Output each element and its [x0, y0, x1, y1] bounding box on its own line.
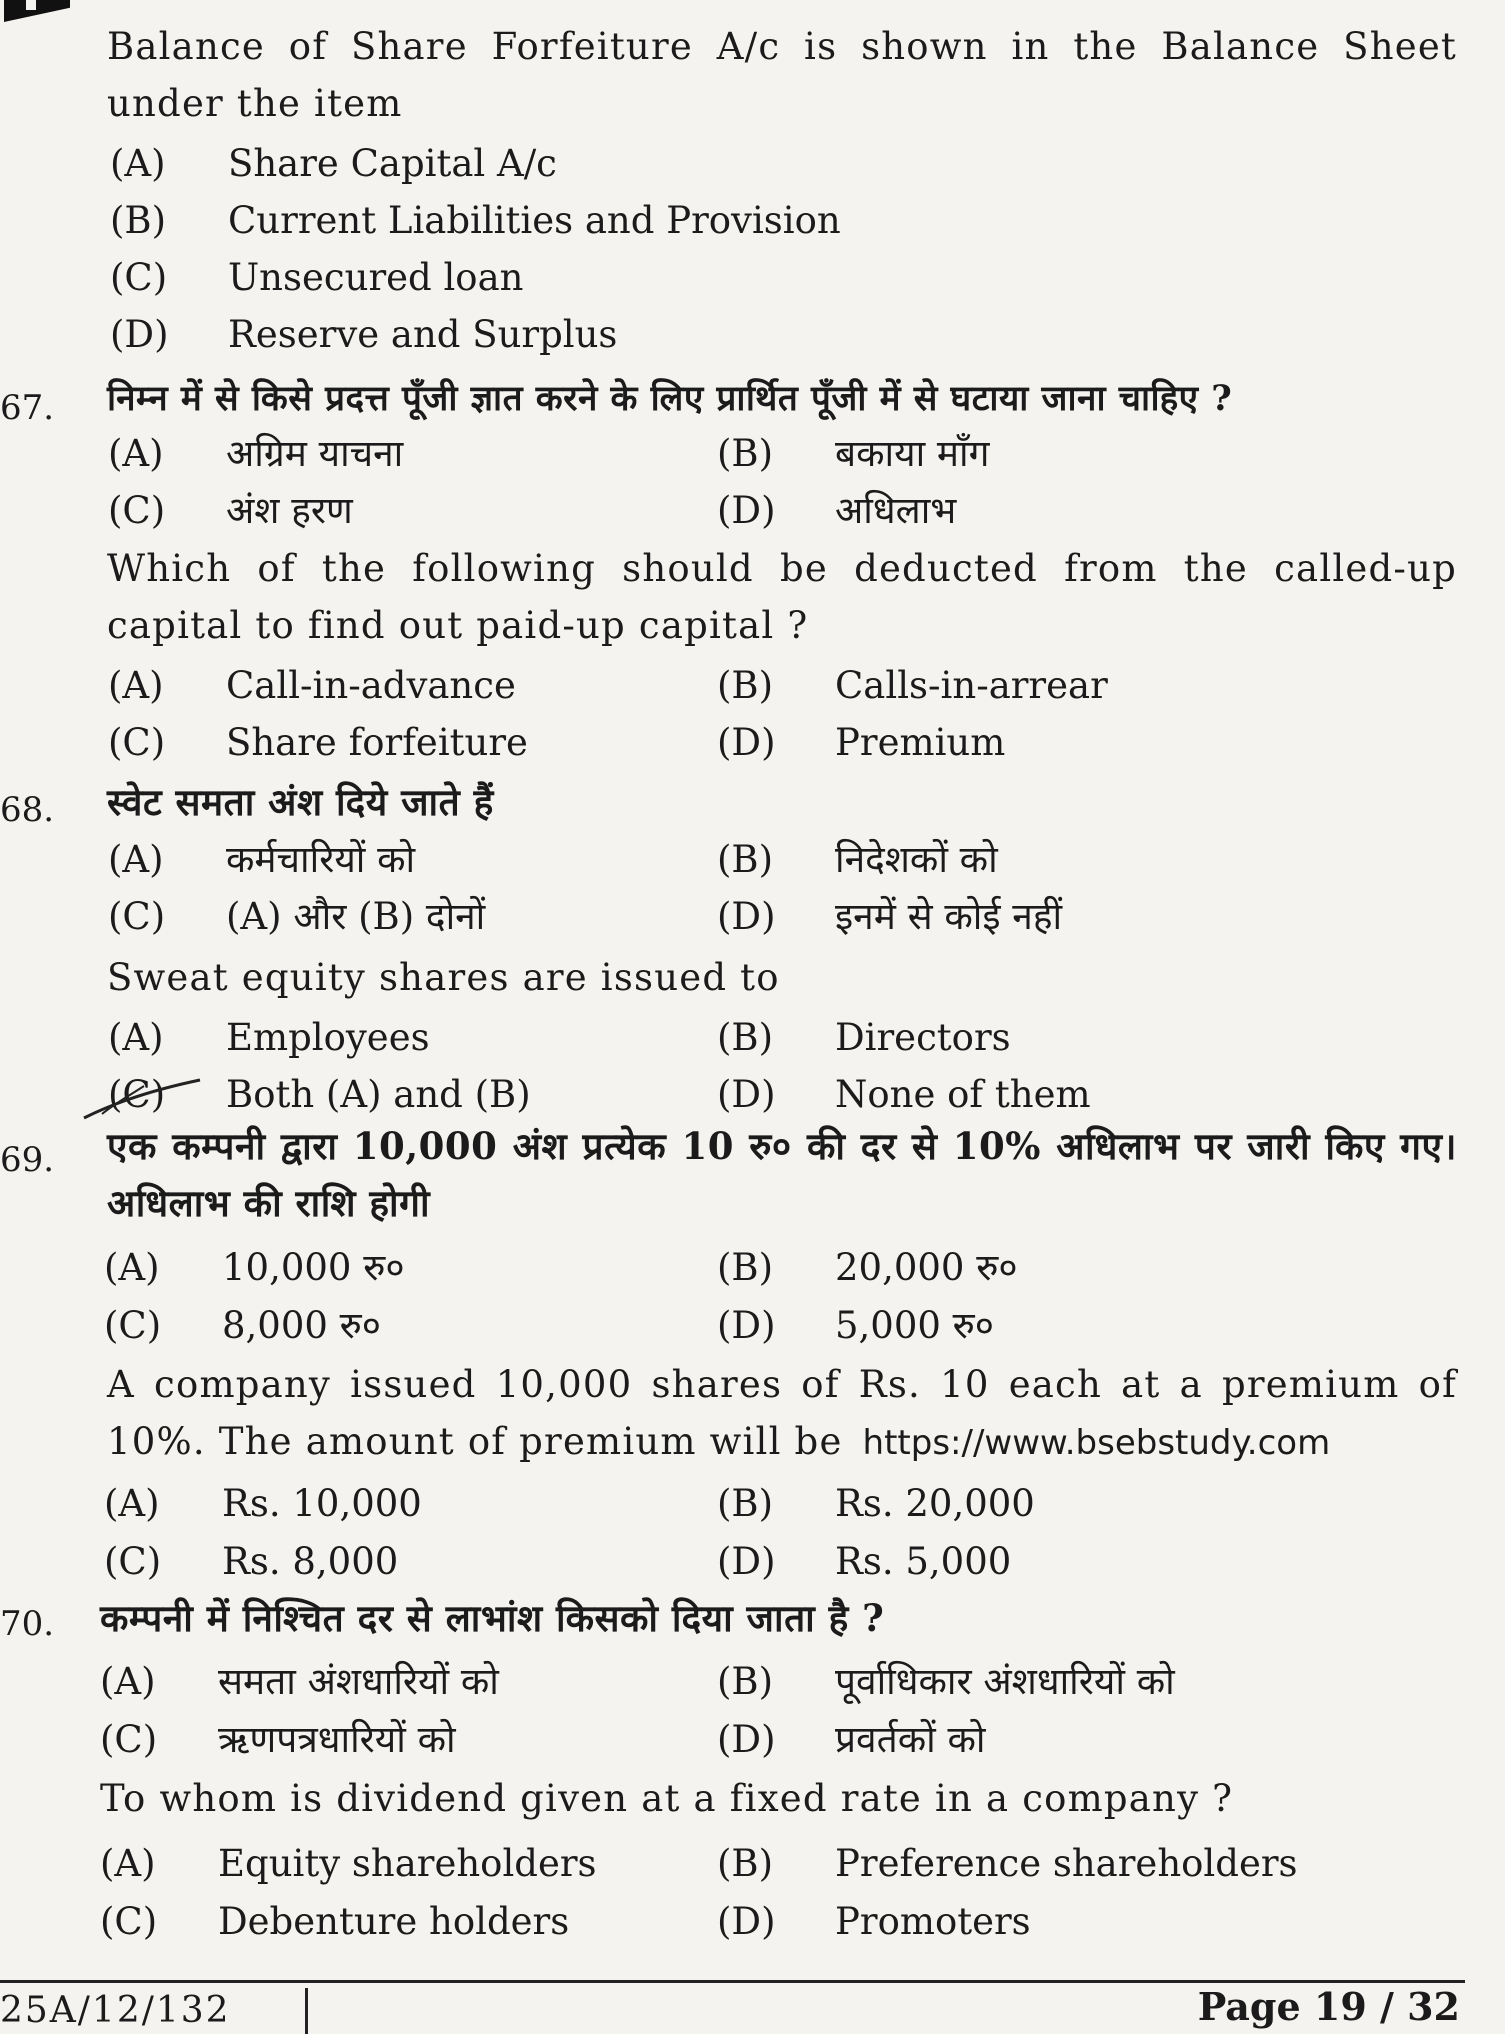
q67-number: 67.: [0, 388, 55, 428]
q68-en-option-b: (B) Directors: [717, 1016, 1011, 1059]
q67-hi-option-a: (A) अग्रिम याचना: [108, 432, 404, 475]
q69-number: 69.: [0, 1140, 55, 1180]
q70-en-option-d: (D) Promoters: [717, 1900, 1031, 1943]
q69-hi-option-c: (C) 8,000 रु०: [104, 1304, 382, 1347]
pen-strike-mark: [82, 1074, 202, 1124]
q70-hi-option-d: (D) प्रवर्तकों को: [717, 1718, 986, 1761]
q70-en-option-b: (B) Preference shareholders: [717, 1842, 1298, 1885]
q70-en-option-a: (A) Equity shareholders: [100, 1842, 597, 1885]
q68-text-en: Sweat equity shares are issued to: [107, 956, 780, 999]
q67-en-option-d: (D) Premium: [717, 721, 1006, 764]
q67-text-en: Which of the following should be deducted from the called-up capital to find out paid-up capital ?: [107, 547, 1457, 647]
q67-en-option-c: (C) Share forfeiture: [108, 721, 528, 764]
q70-text-en: To whom is dividend given at a fixed rate in a company ?: [100, 1777, 1234, 1820]
q69-en-option-b: (B) Rs. 20,000: [717, 1482, 1035, 1525]
q68-text-hi: स्वेट समता अंश दिये जाते हैं: [107, 780, 494, 824]
q70-text-hi: कम्पनी में निश्चित दर से लाभांश किसको दिया जाता है ?: [100, 1596, 885, 1640]
q68-number: 68.: [0, 790, 55, 830]
q67-en-option-b: (B) Calls-in-arrear: [717, 664, 1108, 707]
q70-number: 70.: [0, 1604, 55, 1644]
q67-en-option-a: (A) Call-in-advance: [108, 664, 516, 707]
q69-en-option-c: (C) Rs. 8,000: [104, 1540, 399, 1583]
q66-option-c: (C) Unsecured loan: [110, 256, 524, 299]
q66-option-b: (B) Current Liabilities and Provision: [110, 199, 841, 242]
q68-hi-option-b: (B) निदेशकों को: [717, 838, 998, 881]
q68-hi-option-c: (C) (A) और (B) दोनों: [108, 895, 486, 938]
q67-hi-option-b: (B) बकाया माँग: [717, 432, 990, 475]
q68-hi-option-a: (A) कर्मचारियों को: [108, 838, 416, 881]
corner-mark: [4, 0, 70, 22]
q70-hi-option-c: (C) ऋणपत्रधारियों को: [100, 1718, 456, 1761]
q69-text-en: A company issued 10,000 shares of Rs. 10 each at a premium of 10%. The amount of premium will be https://www.bsebstudy.com: [107, 1363, 1457, 1463]
watermark-url: https://www.bsebstudy.com: [862, 1423, 1331, 1463]
q70-en-option-c: (C) Debenture holders: [100, 1900, 570, 1943]
footer-rule: [0, 1980, 1465, 1983]
q68-hi-option-d: (D) इनमें से कोई नहीं: [717, 895, 1063, 938]
q69-hi-option-b: (B) 20,000 रु०: [717, 1246, 1018, 1289]
q67-hi-option-c: (C) अंश हरण: [108, 489, 353, 532]
q66-text-en: Balance of Share Forfeiture A/c is shown in the Balance Sheet under the item: [107, 25, 1457, 125]
q70-hi-option-b: (B) पूर्वाधिकार अंशधारियों को: [717, 1660, 1175, 1703]
q68-en-option-c: (C) Both (A) and (B): [108, 1073, 531, 1116]
q68-en-option-a: (A) Employees: [108, 1016, 430, 1059]
q69-hi-option-a: (A) 10,000 रु०: [104, 1246, 405, 1289]
paper-code: 25A/12/132: [0, 1990, 231, 2031]
page-number: Page 19 / 32: [1197, 1984, 1460, 2029]
q66-option-a: (A) Share Capital A/c: [110, 142, 557, 185]
q70-hi-option-a: (A) समता अंशधारियों को: [100, 1660, 499, 1703]
q68-en-option-d: (D) None of them: [717, 1073, 1091, 1116]
footer-divider: [305, 1988, 308, 2034]
q69-en-option-d: (D) Rs. 5,000: [717, 1540, 1012, 1583]
q67-hi-option-d: (D) अधिलाभ: [717, 489, 957, 532]
q69-hi-option-d: (D) 5,000 रु०: [717, 1304, 995, 1347]
q69-text-hi: एक कम्पनी द्वारा 10,000 अंश प्रत्येक 10 रु० की दर से 10% अधिलाभ पर जारी किए गए। अधिलाभ की राशि होगी: [107, 1124, 1457, 1225]
q66-option-d: (D) Reserve and Surplus: [110, 313, 618, 356]
q67-text-hi: निम्न में से किसे प्रदत्त पूँजी ज्ञात करने के लिए प्रार्थित पूँजी में से घटाया जाना चाहिए ?: [107, 378, 1233, 419]
q69-en-option-a: (A) Rs. 10,000: [104, 1482, 422, 1525]
